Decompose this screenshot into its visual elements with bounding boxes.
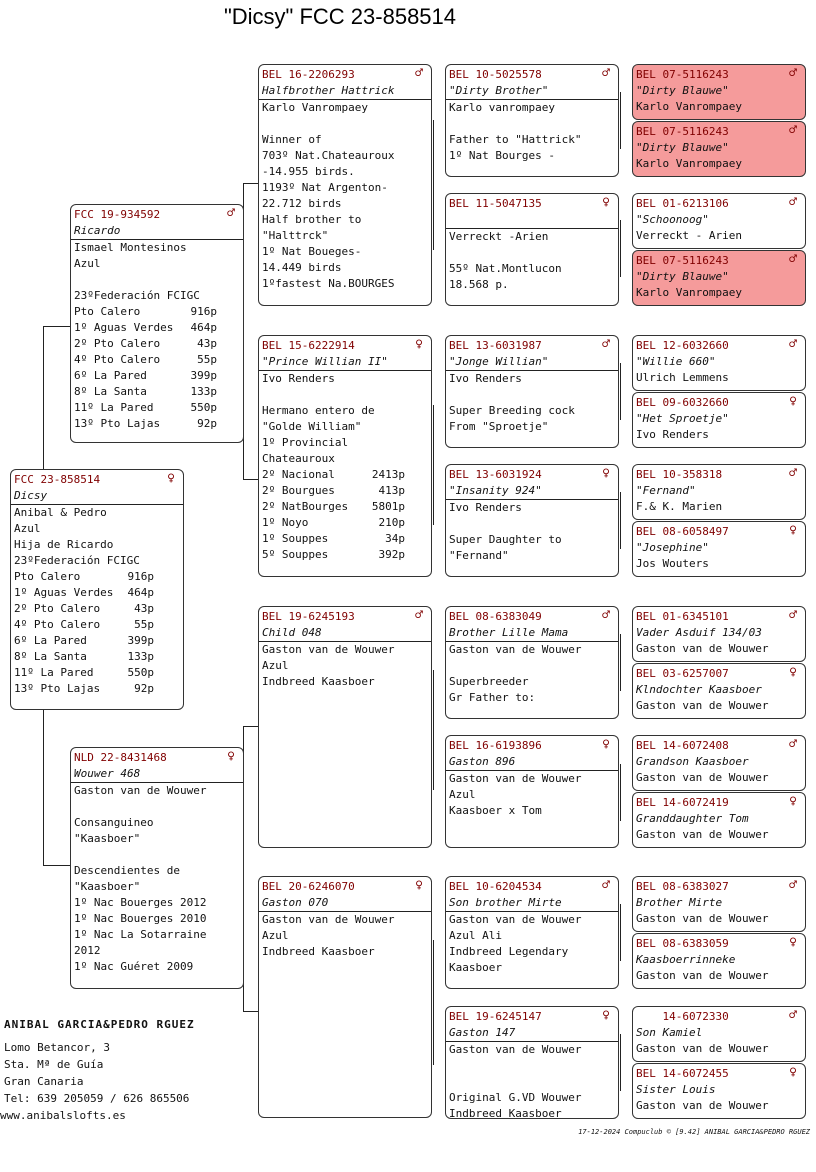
great-grandparent-card[interactable] xyxy=(445,735,619,848)
breeder-name: ANIBAL GARCIA&PEDRO RGUEZ xyxy=(4,1018,195,1031)
result-row: 1º Aguas Verdes 464p xyxy=(74,321,217,334)
bird-name: Grandson Kaasboer xyxy=(636,755,749,768)
male-icon: ♂ xyxy=(789,66,797,81)
info-line: "Fernand" xyxy=(449,549,509,562)
connector-line xyxy=(620,363,621,420)
info-line xyxy=(262,116,428,132)
result-row: 2º Nacional 2413p xyxy=(262,468,405,481)
result-row: 1º Noyo 210p xyxy=(262,516,405,529)
owner-name: Karlo Vanrompaey xyxy=(636,100,742,113)
great-great-grandparent-card[interactable] xyxy=(632,933,806,989)
info-line: Kaasboer x Tom xyxy=(449,804,542,817)
owner-name: Gaston van de Wouwer xyxy=(446,770,618,787)
info-line: 1º Nac La Sotarraine xyxy=(74,928,207,941)
owner-name: Karlo Vanrompaey xyxy=(636,286,742,299)
address-line: Gran Canaria xyxy=(4,1075,84,1088)
info-line xyxy=(449,245,615,261)
info-line: Azul xyxy=(14,522,41,535)
ring-number: NLD 22-8431468 xyxy=(74,751,167,764)
info-line xyxy=(449,387,615,403)
owner-name: Ulrich Lemmens xyxy=(636,371,729,384)
owner-name: Gaston van de Wouwer xyxy=(259,911,431,928)
great-grandparent-card[interactable] xyxy=(445,64,619,177)
info-line: "Kaasboer" xyxy=(74,832,141,845)
male-icon: ♂ xyxy=(789,466,797,481)
bird-name: Gaston 896 xyxy=(449,755,516,768)
connector-line xyxy=(243,726,258,727)
ring-number: BEL 19-6245147 xyxy=(449,1010,542,1023)
ring-number: BEL 08-6383049 xyxy=(449,610,542,623)
info-line xyxy=(449,658,615,674)
great-great-grandparent-card[interactable] xyxy=(632,64,806,120)
female-icon: ♀ xyxy=(789,394,797,409)
info-line xyxy=(74,847,240,863)
owner-name: Ivo Renders xyxy=(446,499,618,516)
dam-card[interactable] xyxy=(70,747,244,989)
info-line: Super Breeding cock xyxy=(449,404,575,417)
connector-line xyxy=(43,326,44,469)
bird-name: "Schoonoog" xyxy=(636,213,709,226)
connector-line xyxy=(620,764,621,821)
info-line: Superbreeder xyxy=(449,675,529,688)
owner-name: Gaston van de Wouwer xyxy=(636,1099,769,1112)
info-line: Descendientes de xyxy=(74,864,180,877)
info-line: Super Daughter to xyxy=(449,533,562,546)
result-row: 2º NatBourges 5801p xyxy=(262,500,405,513)
ring-number: BEL 14-6072419 xyxy=(636,796,729,809)
owner-name: Gaston van de Wouwer xyxy=(636,771,769,784)
grandparent-card[interactable] xyxy=(258,876,432,1118)
result-row: 8º La Santa 133p xyxy=(74,385,217,398)
info-line: Azul Ali xyxy=(449,929,502,942)
male-icon: ♂ xyxy=(789,1008,797,1023)
bird-name: Child 048 xyxy=(262,626,322,639)
info-line: Azul xyxy=(449,788,476,801)
great-great-grandparent-card[interactable] xyxy=(632,193,806,249)
bird-name: "Dirty Blauwe" xyxy=(636,270,729,283)
info-line: Hermano entero de xyxy=(262,404,375,417)
ring-number: BEL 12-6032660 xyxy=(636,339,729,352)
bird-name: Halfbrother Hattrick xyxy=(262,84,395,97)
great-great-grandparent-card[interactable] xyxy=(632,392,806,448)
result-row: 4º Pto Calero 55p xyxy=(74,353,217,366)
male-icon: ♂ xyxy=(602,878,610,893)
grandparent-card[interactable] xyxy=(258,64,432,306)
info-line xyxy=(262,387,428,403)
ring-number: BEL 19-6245193 xyxy=(262,610,355,623)
bird-name: "Jonge Willian" xyxy=(449,355,549,368)
bird-name: Son brother Mirte xyxy=(449,896,562,909)
result-row: 11º La Pared 550p xyxy=(14,666,154,679)
bird-name: "Dirty Brother" xyxy=(449,84,549,97)
info-line: Original G.VD Wouwer xyxy=(449,1091,582,1104)
info-line: 14.449 birds xyxy=(262,261,342,274)
bird-name: "Fernand" xyxy=(636,484,696,497)
owner-name: Gaston van de Wouwer xyxy=(636,642,769,655)
bird-name: Klndochter Kaasboer xyxy=(636,683,762,696)
info-line xyxy=(74,799,240,815)
great-great-grandparent-card[interactable] xyxy=(632,663,806,719)
result-row: 2º Pto Calero 43p xyxy=(14,602,154,615)
result-row: 6º La Pared 399p xyxy=(14,634,154,647)
info-line: 22.712 birds xyxy=(262,197,342,210)
info-line: From "Sproetje" xyxy=(449,420,549,433)
result-row: Pto Calero 916p xyxy=(14,570,154,583)
page-title: "Dicsy" FCC 23-858514 xyxy=(223,4,457,29)
info-line: Azul xyxy=(262,659,289,672)
info-line: "Halttrck" xyxy=(262,229,329,242)
owner-name: Gaston van de Wouwer xyxy=(636,699,769,712)
info-line: Azul xyxy=(74,257,101,270)
bird-name: Brother Mirte xyxy=(636,896,723,909)
ring-number: BEL 14-6072455 xyxy=(636,1067,729,1080)
info-line: 2012 xyxy=(74,944,101,957)
info-line: 1º Provincial xyxy=(262,436,349,449)
info-line: 1º Nat Bourges - xyxy=(449,149,555,162)
ring-number: BEL 13-6031924 xyxy=(449,468,542,481)
owner-name: Gaston van de Wouwer xyxy=(71,782,243,799)
female-icon: ♀ xyxy=(789,794,797,809)
info-line: Winner of xyxy=(262,133,322,146)
great-great-grandparent-card[interactable] xyxy=(632,1063,806,1119)
bird-name: Gaston 070 xyxy=(262,896,329,909)
owner-name: Ivo Renders xyxy=(636,428,709,441)
info-line: Chateauroux xyxy=(262,452,335,465)
bird-name: Sister Louis xyxy=(636,1083,716,1096)
female-icon: ♀ xyxy=(602,466,610,481)
info-line: 23ºFederación FCIGC xyxy=(74,289,200,302)
info-line: 55º Nat.Montlucon xyxy=(449,262,562,275)
info-line: Azul xyxy=(262,929,289,942)
great-great-grandparent-card[interactable] xyxy=(632,521,806,577)
subject-card[interactable] xyxy=(10,469,184,710)
connector-line xyxy=(433,405,434,525)
owner-name: Jos Wouters xyxy=(636,557,709,570)
ring-number: BEL 07-5116243 xyxy=(636,68,729,81)
grandparent-card[interactable] xyxy=(258,335,432,577)
ring-number: BEL 08-6058497 xyxy=(636,525,729,538)
ring-number: BEL 10-5025578 xyxy=(449,68,542,81)
owner-name: Gaston van de Wouwer xyxy=(636,969,769,982)
info-line: Father to "Hattrick" xyxy=(449,133,582,146)
info-line xyxy=(449,1058,615,1074)
great-great-grandparent-card[interactable] xyxy=(632,464,806,520)
owner-name: Ivo Renders xyxy=(259,370,431,387)
connector-line xyxy=(620,92,621,149)
male-icon: ♂ xyxy=(602,66,610,81)
great-great-grandparent-card[interactable] xyxy=(632,335,806,391)
owner-name: Gaston van de Wouwer xyxy=(446,911,618,928)
owner-name: Karlo vanrompaey xyxy=(446,99,618,116)
info-line: "Golde William" xyxy=(262,420,362,433)
result-row: 1º Souppes 34p xyxy=(262,532,405,545)
owner-name: Karlo Vanrompaey xyxy=(259,99,431,116)
male-icon: ♂ xyxy=(789,878,797,893)
bird-name: Granddaughter Tom xyxy=(636,812,749,825)
info-line: Consanguineo xyxy=(74,816,154,829)
connector-line xyxy=(620,904,621,961)
bird-name: Wouwer 468 xyxy=(74,767,141,780)
result-row: 6º La Pared 399p xyxy=(74,369,217,382)
ring-number: BEL 03-6257007 xyxy=(636,667,729,680)
great-grandparent-card[interactable] xyxy=(445,193,619,306)
connector-line xyxy=(620,220,621,277)
result-row: 5º Souppes 392p xyxy=(262,548,405,561)
great-grandparent-card[interactable] xyxy=(445,876,619,989)
female-icon: ♀ xyxy=(415,878,423,893)
male-icon: ♂ xyxy=(789,737,797,752)
info-line: -14.955 birds. xyxy=(262,165,355,178)
great-great-grandparent-card[interactable] xyxy=(632,792,806,848)
info-line: Hija de Ricardo xyxy=(14,538,114,551)
owner-name: Karlo Vanrompaey xyxy=(636,157,742,170)
male-icon: ♂ xyxy=(789,195,797,210)
ring-number: 14-6072330 xyxy=(636,1010,729,1023)
female-icon: ♀ xyxy=(789,523,797,538)
info-line: Gr Father to: xyxy=(449,691,536,704)
info-line xyxy=(449,1074,615,1090)
bird-name: Brother Lille Mama xyxy=(449,626,569,639)
connector-line xyxy=(43,710,44,865)
female-icon: ♀ xyxy=(789,665,797,680)
connector-line xyxy=(243,479,258,480)
connector-line xyxy=(43,326,70,327)
ring-number: BEL 16-6193896 xyxy=(449,739,542,752)
info-line: 1193º Nat Argenton- xyxy=(262,181,388,194)
connector-line xyxy=(243,1011,258,1012)
info-line: 1ºfastest Na.BOURGES xyxy=(262,277,395,290)
connector-line xyxy=(433,120,434,250)
bird-name: "Dirty Blauwe" xyxy=(636,84,729,97)
ring-number: BEL 20-6246070 xyxy=(262,880,355,893)
info-line: Half brother to xyxy=(262,213,362,226)
ring-number: BEL 16-2206293 xyxy=(262,68,355,81)
bird-name: "Josephine" xyxy=(636,541,709,554)
ring-number: BEL 15-6222914 xyxy=(262,339,355,352)
info-line: Indbreed Kaasboer xyxy=(262,675,375,688)
result-row: 1º Aguas Verdes 464p xyxy=(14,586,154,599)
owner-name: Gaston van de Wouwer xyxy=(636,912,769,925)
great-great-grandparent-card[interactable] xyxy=(632,606,806,662)
connector-line xyxy=(433,940,434,1065)
ring-number: BEL 01-6345101 xyxy=(636,610,729,623)
connector-line xyxy=(43,865,70,866)
info-line: 18.568 p. xyxy=(449,278,509,291)
great-great-grandparent-card[interactable] xyxy=(632,735,806,791)
connector-line xyxy=(243,183,258,184)
female-icon: ♀ xyxy=(227,749,235,764)
male-icon: ♂ xyxy=(602,608,610,623)
ring-number: FCC 19-934592 xyxy=(74,208,161,221)
ring-number: BEL 10-358318 xyxy=(636,468,723,481)
owner-name: Verreckt - Arien xyxy=(636,229,742,242)
female-icon: ♀ xyxy=(789,1065,797,1080)
breeder-info xyxy=(0,1016,195,1124)
result-row: 13º Pto Lajas 92p xyxy=(74,417,217,430)
connector-line xyxy=(620,1034,621,1091)
result-row: Pto Calero 916p xyxy=(74,305,217,318)
great-great-grandparent-card[interactable] xyxy=(632,121,806,177)
ring-number: BEL 11-5047135 xyxy=(449,197,542,210)
address-line: Sta. Mª de Guía xyxy=(4,1058,104,1071)
bird-name: Ricardo xyxy=(74,224,121,237)
bird-name xyxy=(449,212,615,228)
male-icon: ♂ xyxy=(415,608,423,623)
info-line: Kaasboer xyxy=(449,961,502,974)
bird-name: "Het Sproetje" xyxy=(636,412,729,425)
ring-number: FCC 23-858514 xyxy=(14,473,101,486)
owner-name: Gaston van de Wouwer xyxy=(259,641,431,658)
bird-name: "Insanity 924" xyxy=(449,484,542,497)
connector-line xyxy=(620,492,621,549)
great-grandparent-card[interactable] xyxy=(445,464,619,577)
info-line: Indbreed Legendary xyxy=(449,945,569,958)
bird-name: Dicsy xyxy=(14,489,48,502)
ring-number: BEL 01-6213106 xyxy=(636,197,729,210)
info-line xyxy=(449,516,615,532)
great-great-grandparent-card[interactable] xyxy=(632,1006,806,1062)
info-line: 23ºFederación FCIGC xyxy=(14,554,140,567)
phone-line: Tel: 639 205059 / 626 865506 xyxy=(4,1092,190,1105)
info-line xyxy=(449,116,615,132)
result-row: 2º Pto Calero 43p xyxy=(74,337,217,350)
male-icon: ♂ xyxy=(227,206,235,221)
grandparent-card[interactable] xyxy=(258,606,432,848)
result-row: 8º La Santa 133p xyxy=(14,650,154,663)
great-great-grandparent-card[interactable] xyxy=(632,250,806,306)
female-icon: ♀ xyxy=(602,737,610,752)
ring-number: BEL 10-6204534 xyxy=(449,880,542,893)
bird-name: Gaston 147 xyxy=(449,1026,516,1039)
ring-number: BEL 07-5116243 xyxy=(636,254,729,267)
info-line: 703º Nat.Chateauroux xyxy=(262,149,395,162)
info-line: Indbreed Kaasboer xyxy=(449,1107,562,1119)
info-line: 1º Nac Bouerges 2010 xyxy=(74,912,207,925)
male-icon: ♂ xyxy=(415,66,423,81)
bird-name: "Prince Willian II" xyxy=(262,355,388,368)
bird-name: Vader Asduif 134/03 xyxy=(636,626,762,639)
bird-name: "Willie 660" xyxy=(636,355,716,368)
info-line: 1º Nac Guéret 2009 xyxy=(74,960,194,973)
great-grandparent-card[interactable] xyxy=(445,335,619,448)
ring-number: BEL 08-6383059 xyxy=(636,937,729,950)
result-row: 2º Bourgues 413p xyxy=(262,484,405,497)
info-line: 1º Nat Boueges- xyxy=(262,245,362,258)
info-line: "Kaasboer" xyxy=(74,880,141,893)
male-icon: ♂ xyxy=(789,123,797,138)
owner-name: Ivo Renders xyxy=(446,370,618,387)
owner-name: Ismael Montesinos xyxy=(71,239,243,256)
male-icon: ♂ xyxy=(789,337,797,352)
connector-line xyxy=(620,634,621,691)
info-line: 1º Nac Bouerges 2012 xyxy=(74,896,207,909)
female-icon: ♀ xyxy=(167,471,175,486)
male-icon: ♂ xyxy=(789,608,797,623)
ring-number: BEL 09-6032660 xyxy=(636,396,729,409)
address-line: Lomo Betancor, 3 xyxy=(4,1041,110,1054)
connector-line xyxy=(433,670,434,790)
result-row: 11º La Pared 550p xyxy=(74,401,217,414)
info-line xyxy=(74,272,240,288)
bird-name: Son Kamiel xyxy=(636,1026,703,1039)
owner-name: Anibal & Pedro xyxy=(11,504,183,521)
print-credit: 17-12-2024 Compuclub © [9.42] ANIBAL GARCIA&PEDRO RGUEZ xyxy=(578,1128,810,1136)
owner-name: F.& K. Marien xyxy=(636,500,723,513)
bird-name: Kaasboerrinneke xyxy=(636,953,736,966)
owner-name: Gaston van de Wouwer xyxy=(446,1041,618,1058)
sire-card[interactable] xyxy=(70,204,244,443)
ring-number: BEL 14-6072408 xyxy=(636,739,729,752)
info-line: Indbreed Kaasboer xyxy=(262,945,375,958)
ring-number: BEL 13-6031987 xyxy=(449,339,542,352)
owner-name: Verreckt -Arien xyxy=(446,228,618,245)
male-icon: ♂ xyxy=(789,252,797,267)
owner-name: Gaston van de Wouwer xyxy=(636,828,769,841)
ring-number: BEL 08-6383027 xyxy=(636,880,729,893)
owner-name: Gaston van de Wouwer xyxy=(446,641,618,658)
female-icon: ♀ xyxy=(789,935,797,950)
female-icon: ♀ xyxy=(415,337,423,352)
great-grandparent-card[interactable] xyxy=(445,1006,619,1119)
owner-name: Gaston van de Wouwer xyxy=(636,1042,769,1055)
result-row: 4º Pto Calero 55p xyxy=(14,618,154,631)
bird-name: "Dirty Blauwe" xyxy=(636,141,729,154)
male-icon: ♂ xyxy=(602,337,610,352)
ring-number: BEL 07-5116243 xyxy=(636,125,729,138)
female-icon: ♀ xyxy=(602,1008,610,1023)
great-grandparent-card[interactable] xyxy=(445,606,619,719)
result-row: 13º Pto Lajas 92p xyxy=(14,682,154,695)
female-icon: ♀ xyxy=(602,195,610,210)
website-link[interactable]: www.anibalslofts.es xyxy=(0,1109,126,1122)
great-great-grandparent-card[interactable] xyxy=(632,876,806,932)
